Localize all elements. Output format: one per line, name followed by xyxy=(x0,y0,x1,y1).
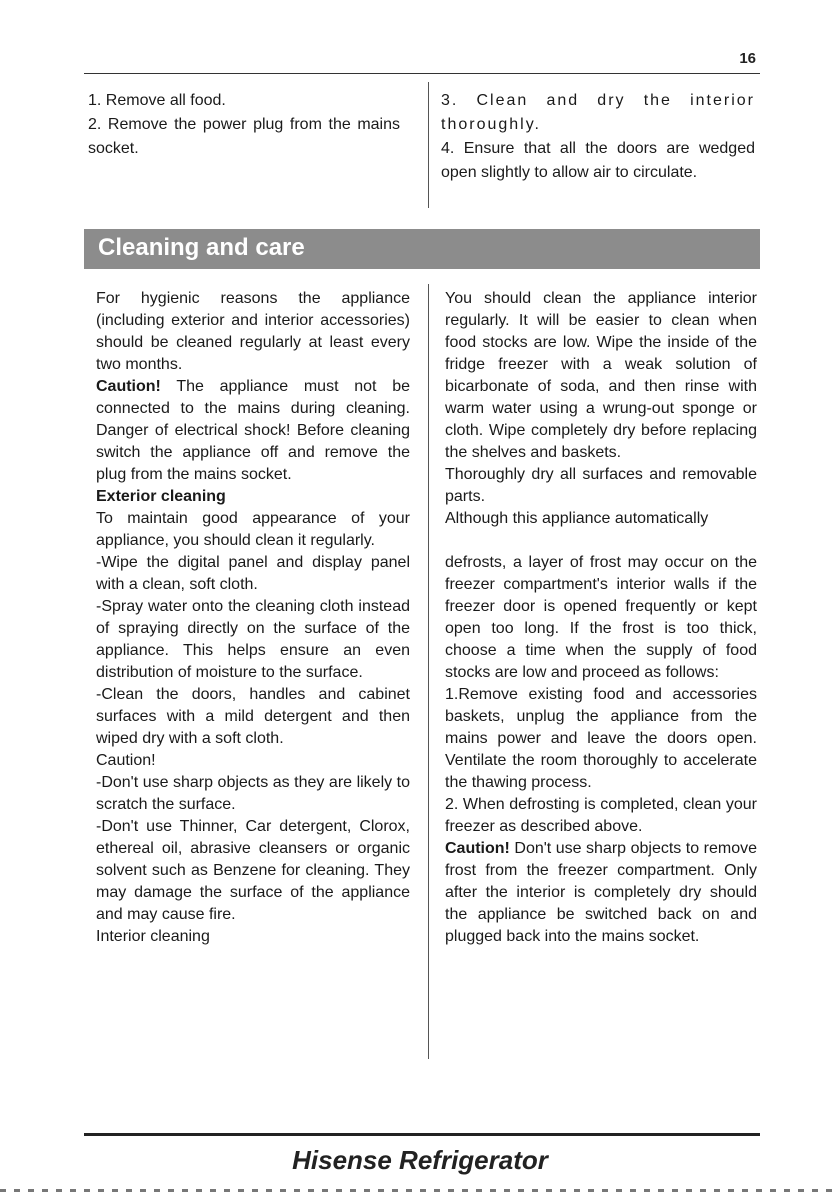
page-number: 16 xyxy=(739,50,756,67)
main-left-column xyxy=(96,288,410,948)
main-column-divider xyxy=(428,284,429,1059)
section-title-bar: Cleaning and care xyxy=(84,229,760,269)
freezer-caution-label: Caution! xyxy=(445,840,510,857)
clean-doors-tip: -Clean the doors, handles and cabinet surfaces with a mild detergent and then wiped dry with a soft cloth. xyxy=(96,686,410,747)
caution-label: Caution! xyxy=(96,378,161,395)
exterior-intro: To maintain good appearance of your appliance, you should clean it regularly. xyxy=(96,510,410,549)
interior-cleaning-heading: Interior cleaning xyxy=(96,928,210,945)
bottom-rule xyxy=(84,1133,760,1136)
exterior-cleaning-heading: Exterior cleaning xyxy=(96,488,226,505)
freezer-caution-paragraph xyxy=(445,838,757,948)
although-automatic-text: Although this appliance automatically xyxy=(445,510,709,527)
main-right-column xyxy=(445,288,757,948)
caution-paragraph xyxy=(96,376,410,486)
top-rule xyxy=(84,73,760,74)
top-column-divider xyxy=(428,82,429,208)
caution-heading: Caution! xyxy=(96,752,156,769)
top-left-column xyxy=(88,89,400,161)
dry-surfaces-text: Thoroughly dry all surfaces and removable parts. xyxy=(445,466,757,505)
wipe-panel-tip: -Wipe the digital panel and display panel with a clean, soft cloth. xyxy=(96,554,410,593)
step-doors-open: 4. Ensure that all the doors are wedged open slightly to allow air to circulate. xyxy=(441,140,755,181)
no-sharp-objects-tip: -Don't use sharp objects as they are likely to scratch the surface. xyxy=(96,774,410,813)
step-clean-dry: 3. Clean and dry the interior thoroughly. xyxy=(441,92,755,133)
freezer-caution-text: Don't use sharp objects to remove frost from the freezer compartment. Only after the interior is completely dry should the appliance be switched back on and plugged back into the mains socket. xyxy=(445,840,757,945)
hygiene-intro: For hygienic reasons the appliance (including exterior and interior accessories) should be cleaned regularly at least every two months. xyxy=(96,290,410,373)
no-solvents-tip: -Don't use Thinner, Car detergent, Clorox, ethereal oil, abrasive cleansers or organic solvent such as Benzene for cleaning. They may damage the surface of the appliance and may cause fire. xyxy=(96,818,410,923)
defrost-text: defrosts, a layer of frost may occur on the freezer compartment's interior walls if the freezer door is opened frequently or kept open too long. If the frost is too thick, choose a time when the supply of food stocks are low and proceed as follows: xyxy=(445,554,757,681)
paragraph-spacer xyxy=(445,530,757,552)
step-remove-food: 1. Remove all food. xyxy=(88,92,226,109)
brand-footer: Hisense Refrigerator xyxy=(292,1145,548,1175)
top-right-column xyxy=(441,89,755,185)
step-remove-plug: 2. Remove the power plug from the mains socket. xyxy=(88,116,400,157)
defrost-step-1: 1.Remove existing food and accessories baskets, unplug the appliance from the mains power and leave the doors open. Ventilate the room thoroughly to accelerate the thawing process. xyxy=(445,686,757,791)
caution-text: The appliance must not be connected to the mains during cleaning. Danger of electrical shock! Before cleaning switch the appliance off and remove the plug from the mains socket. xyxy=(96,378,410,483)
spray-water-tip: -Spray water onto the cleaning cloth instead of spraying directly on the surface of the appliance. This helps ensure an even distribution of moisture to the surface. xyxy=(96,598,410,681)
defrost-step-2: 2. When defrosting is completed, clean your freezer as described above. xyxy=(445,796,757,835)
interior-cleaning-text: You should clean the appliance interior regularly. It will be easier to clean when food stocks are low. Wipe the inside of the fridge freezer with a weak solution of bicarbonate of soda, and then rinse with warm water using a wrung-out sponge or cloth. Wipe completely dry before replacing the shelves and baskets. xyxy=(445,290,757,461)
